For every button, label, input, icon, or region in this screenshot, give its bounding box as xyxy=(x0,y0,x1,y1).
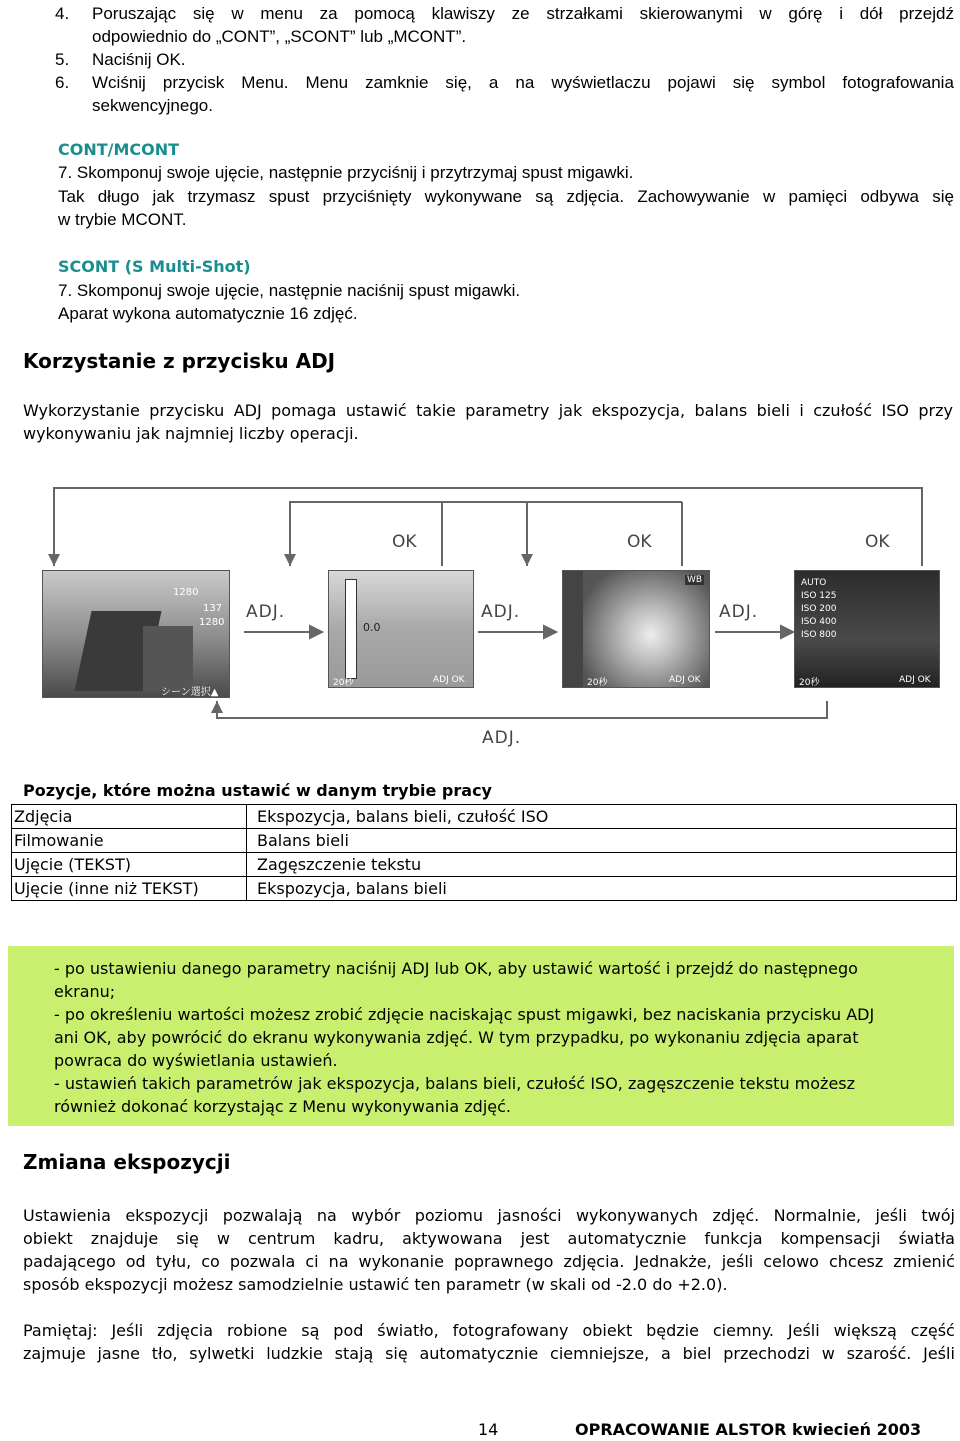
word: Tak xyxy=(58,187,85,206)
word: robione xyxy=(226,1321,288,1340)
table-row xyxy=(12,829,957,853)
screen-panel-exposure xyxy=(328,570,474,688)
word: ekspozycji xyxy=(125,1206,209,1225)
table-title: Pozycje, które można ustawić w danym trybie pracy xyxy=(23,781,492,800)
word: sylwetki xyxy=(189,1344,255,1363)
word: pozwala xyxy=(229,1252,296,1271)
word: ciemniejsze, xyxy=(550,1344,650,1363)
cont-line-2 xyxy=(58,187,954,207)
word: co xyxy=(201,1252,220,1271)
word: bieli xyxy=(756,401,790,420)
table-row xyxy=(12,805,957,829)
word: wykonywane xyxy=(424,187,522,206)
page-number: 14 xyxy=(478,1420,499,1439)
word: przyciśnięty xyxy=(322,187,412,206)
word: się xyxy=(192,4,215,23)
word: Wciśnij xyxy=(92,73,146,92)
word: wykonywanych xyxy=(575,1206,699,1225)
exposure-p1-line-2 xyxy=(23,1228,955,1250)
word: dół xyxy=(859,4,883,23)
word: symbol xyxy=(771,73,826,92)
table-row xyxy=(12,853,957,877)
word: większą xyxy=(833,1321,897,1340)
word: fotografowany xyxy=(452,1321,569,1340)
screen-corner-right: ADJ OK xyxy=(899,675,931,685)
word: światła xyxy=(898,1229,955,1248)
word: pod xyxy=(333,1321,364,1340)
word: się xyxy=(385,1344,408,1363)
screen-panel-shooting xyxy=(42,570,230,698)
ok-label-3: OK xyxy=(865,532,890,552)
exposure-p1-line-4: sposób ekspozycji możesz samodzielnie ustawić ten parametr (w skali od -2.0 do +2.0). xyxy=(23,1275,728,1294)
word: ekspozycja, xyxy=(591,401,686,420)
table-cell-settings: Ekspozycja, balans bieli, czułość ISO xyxy=(247,805,957,829)
word: szarość. xyxy=(846,1344,912,1363)
word: ciemny. xyxy=(712,1321,774,1340)
word: jak xyxy=(152,187,175,206)
word: przejdź xyxy=(899,4,954,23)
word: ze xyxy=(511,4,530,23)
word: padającego xyxy=(23,1252,116,1271)
word: się xyxy=(732,73,755,92)
word: zajmuje xyxy=(23,1344,86,1363)
word: a xyxy=(661,1344,671,1363)
word: czułość xyxy=(813,401,873,420)
word: jeśli xyxy=(721,1252,754,1271)
iso-option: ISO 125 xyxy=(801,591,837,601)
word: trzymasz xyxy=(187,187,256,206)
note-box xyxy=(8,946,954,1126)
word: automatycznie xyxy=(567,1229,687,1248)
exposure-heading: Zmiana ekspozycji xyxy=(23,1150,231,1174)
adj-paragraph-line-1 xyxy=(23,400,953,422)
word: zdjęcia xyxy=(157,1321,214,1340)
table-cell-settings: Ekspozycja, balans bieli xyxy=(247,877,957,901)
word: chcesz xyxy=(828,1252,884,1271)
word: są xyxy=(535,187,554,206)
ok-label-2: OK xyxy=(627,532,652,552)
word: ISO xyxy=(881,401,909,420)
word: ci xyxy=(305,1252,319,1271)
word: spust xyxy=(268,187,310,206)
step-6-line-2: sekwencyjnego. xyxy=(92,96,213,115)
screen-panel-iso xyxy=(794,570,940,688)
word: Wykorzystanie xyxy=(23,401,140,420)
iso-option: AUTO xyxy=(801,578,827,588)
word: jak xyxy=(558,401,583,420)
word: pomocą xyxy=(354,4,415,23)
screen-corner-left: 20秒 xyxy=(587,678,608,688)
screen-caption: シーン選択▲ xyxy=(161,687,219,698)
word: w xyxy=(759,4,772,23)
word: Zachowywanie xyxy=(637,187,750,206)
note-line-1: - po ustawieniu danego parametry naciśnij ADJ lub OK, aby ustawić wartość i przejdź do następnego xyxy=(54,959,858,978)
word: się xyxy=(176,1229,199,1248)
word: wybór xyxy=(351,1206,401,1225)
exposure-value: 0.0 xyxy=(363,621,381,634)
word: przy xyxy=(918,401,953,420)
word: tło, xyxy=(151,1344,178,1363)
adj-label-3: ADJ. xyxy=(719,602,759,622)
word: zdjęć. xyxy=(712,1206,760,1225)
screen-corner-left: 20秒 xyxy=(333,678,354,688)
scont-line-2: Aparat wykona automatycznie 16 zdjęć. xyxy=(58,304,358,323)
word: Jeśli xyxy=(787,1321,820,1340)
word: ustawić xyxy=(345,401,407,420)
word: światło, xyxy=(377,1321,439,1340)
step-5-text: Naciśnij OK. xyxy=(92,50,186,69)
note-line-2: ekranu; xyxy=(54,982,116,1001)
word: Jednakże, xyxy=(634,1252,712,1271)
building-shape xyxy=(143,626,193,691)
iso-option: ISO 400 xyxy=(801,617,837,627)
word: część xyxy=(910,1321,955,1340)
table-cell-mode: Ujęcie (TEKST) xyxy=(12,853,247,877)
word: w xyxy=(216,1229,230,1248)
table-cell-mode: Filmowanie xyxy=(12,829,247,853)
adj-heading: Korzystanie z przycisku ADJ xyxy=(23,349,336,373)
step-6-number: 6. xyxy=(55,73,70,92)
iso-option: ISO 200 xyxy=(801,604,837,614)
word: Normalnie, xyxy=(773,1206,862,1225)
word: wykonanie xyxy=(358,1252,444,1271)
word: znajduje xyxy=(90,1229,159,1248)
word: się xyxy=(932,187,954,206)
wb-badge: WB xyxy=(687,575,703,585)
word: celowo xyxy=(763,1252,819,1271)
word: Menu xyxy=(305,73,349,92)
word: centrum xyxy=(247,1229,316,1248)
word: balans xyxy=(694,401,748,420)
word: jeśli xyxy=(875,1206,907,1225)
word: przechodzi xyxy=(723,1344,810,1363)
word: pamięci xyxy=(788,187,848,206)
word: na xyxy=(328,1252,349,1271)
table-cell-mode: Zdjęcia xyxy=(12,805,247,829)
screen-corner-right: ADJ OK xyxy=(433,675,465,685)
word: przycisku xyxy=(149,401,225,420)
exposure-p2-line-2 xyxy=(23,1343,955,1365)
word: odbywa xyxy=(860,187,919,206)
word: na xyxy=(515,73,535,92)
exposure-p2-line-1 xyxy=(23,1320,955,1342)
settings-table xyxy=(11,804,957,901)
word: biel xyxy=(682,1344,712,1363)
word: zamknie xyxy=(365,73,429,92)
word: będzie xyxy=(646,1321,699,1340)
word: menu xyxy=(260,4,303,23)
adj-flow-diagram xyxy=(22,466,940,780)
word: w xyxy=(763,187,776,206)
word: ludzkie xyxy=(266,1344,323,1363)
word: jasności xyxy=(497,1206,562,1225)
word: górę xyxy=(788,4,823,23)
word: za xyxy=(319,4,338,23)
iso-list xyxy=(801,577,861,642)
word: skierowanymi xyxy=(639,4,743,23)
word: klawiszy xyxy=(431,4,495,23)
word: wyświetlaczu xyxy=(551,73,651,92)
word: tyłu, xyxy=(155,1252,192,1271)
word: w xyxy=(231,4,244,23)
note-line-3: - po określeniu wartości możesz zrobić zdjęcie naciskając spust migawki, bez naciskania przycisku ADJ xyxy=(54,1005,875,1024)
exposure-p1-line-3 xyxy=(23,1251,955,1273)
word: strzałkami xyxy=(546,4,623,23)
word: Ustawienia xyxy=(23,1206,111,1225)
word: przycisk xyxy=(162,73,225,92)
screen-panel-white-balance xyxy=(562,570,710,688)
word: od xyxy=(125,1252,146,1271)
word: funkcja xyxy=(704,1229,763,1248)
adj-paragraph-line-2: wykonywaniu jak najmniej liczby operacji. xyxy=(23,424,359,443)
step-4-number: 4. xyxy=(55,4,70,23)
note-line-6: - ustawień takich parametrów jak ekspozycja, balans bieli, czułość ISO, zagęszczenie tekstu możesz xyxy=(54,1074,856,1093)
word: a xyxy=(488,73,499,92)
word: jasne xyxy=(97,1344,141,1363)
word: kadru, xyxy=(333,1229,385,1248)
word: pozwalają xyxy=(222,1206,303,1225)
word: poprawnego xyxy=(453,1252,554,1271)
word: jest xyxy=(520,1229,550,1248)
cont-line-1: 7. Skomponuj swoje ujęcie, następnie przyciśnij i przytrzymaj spust migawki. xyxy=(58,163,634,182)
exposure-p1-line-1 xyxy=(23,1205,955,1227)
note-line-4: ani OK, aby powrócić do ekranu wykonywania zdjęć. W tym przypadku, po wykonaniu zdjęcia aparat xyxy=(54,1028,859,1047)
iso-option: ISO 800 xyxy=(801,630,837,640)
word: Poruszając xyxy=(92,4,177,23)
word: poziomu xyxy=(414,1206,484,1225)
screen-value: 1280 xyxy=(199,617,225,628)
word: ADJ xyxy=(233,401,262,420)
adj-label-4: ADJ. xyxy=(482,728,522,748)
scont-line-1: 7. Skomponuj swoje ujęcie, następnie naciśnij spust migawki. xyxy=(58,281,521,300)
word: parametry xyxy=(465,401,550,420)
word: Jeśli xyxy=(111,1321,144,1340)
table-cell-settings: Balans bieli xyxy=(247,829,957,853)
ok-label-1: OK xyxy=(392,532,417,552)
step-4-line-2: odpowiednio do „CONT”, „SCONT” lub „MCONT”. xyxy=(92,27,467,46)
word: aktywowana xyxy=(402,1229,503,1248)
word: się, xyxy=(445,73,472,92)
cont-line-3: w trybie MCONT. xyxy=(58,210,187,229)
word: i xyxy=(799,401,804,420)
table-row xyxy=(12,877,957,901)
screen-value: 137 xyxy=(203,603,223,614)
word: automatycznie xyxy=(419,1344,539,1363)
word: obiekt xyxy=(23,1229,73,1248)
word: w xyxy=(821,1344,835,1363)
word: długo xyxy=(97,187,140,206)
wb-icon-column xyxy=(563,571,583,688)
table-cell-mode: Ujęcie (inne niż TEKST) xyxy=(12,877,247,901)
word: pojawi xyxy=(667,73,716,92)
word: Menu. xyxy=(241,73,289,92)
word: Jeśli xyxy=(923,1344,955,1363)
screen-corner-left: 20秒 xyxy=(799,678,820,688)
note-line-5: powraca do wyświetlania ustawień. xyxy=(54,1051,338,1070)
word: obiekt xyxy=(582,1321,633,1340)
word: fotografowania xyxy=(842,73,954,92)
table-cell-settings: Zagęszczenie tekstu xyxy=(247,853,957,877)
cont-heading: CONT/MCONT xyxy=(58,140,180,159)
step-4-line-1 xyxy=(92,4,954,24)
word: twój xyxy=(921,1206,955,1225)
step-5-number: 5. xyxy=(55,50,70,69)
word: są xyxy=(301,1321,320,1340)
screen-value: 1280 xyxy=(173,587,199,598)
word: zdjęcia. xyxy=(566,187,625,206)
footer-credit: OPRACOWANIE ALSTOR kwiecień 2003 xyxy=(575,1420,922,1439)
step-6-line-1 xyxy=(92,73,954,93)
word: i xyxy=(839,4,843,23)
word: kompensacji xyxy=(780,1229,881,1248)
adj-label-2: ADJ. xyxy=(481,602,521,622)
adj-label-1: ADJ. xyxy=(246,602,286,622)
note-line-7: również dokonać korzystając z Menu wykonywania zdjęć. xyxy=(54,1097,511,1116)
screen-corner-right: ADJ OK xyxy=(669,675,701,685)
word: na xyxy=(316,1206,337,1225)
exposure-scale xyxy=(345,579,357,679)
word: zdjęcia. xyxy=(563,1252,625,1271)
word: zmienić xyxy=(893,1252,955,1271)
scont-heading: SCONT (S Multi-Shot) xyxy=(58,257,251,276)
word: pomaga xyxy=(271,401,337,420)
word: takie xyxy=(416,401,456,420)
word: stają xyxy=(334,1344,374,1363)
word: Pamiętaj: xyxy=(23,1321,98,1340)
